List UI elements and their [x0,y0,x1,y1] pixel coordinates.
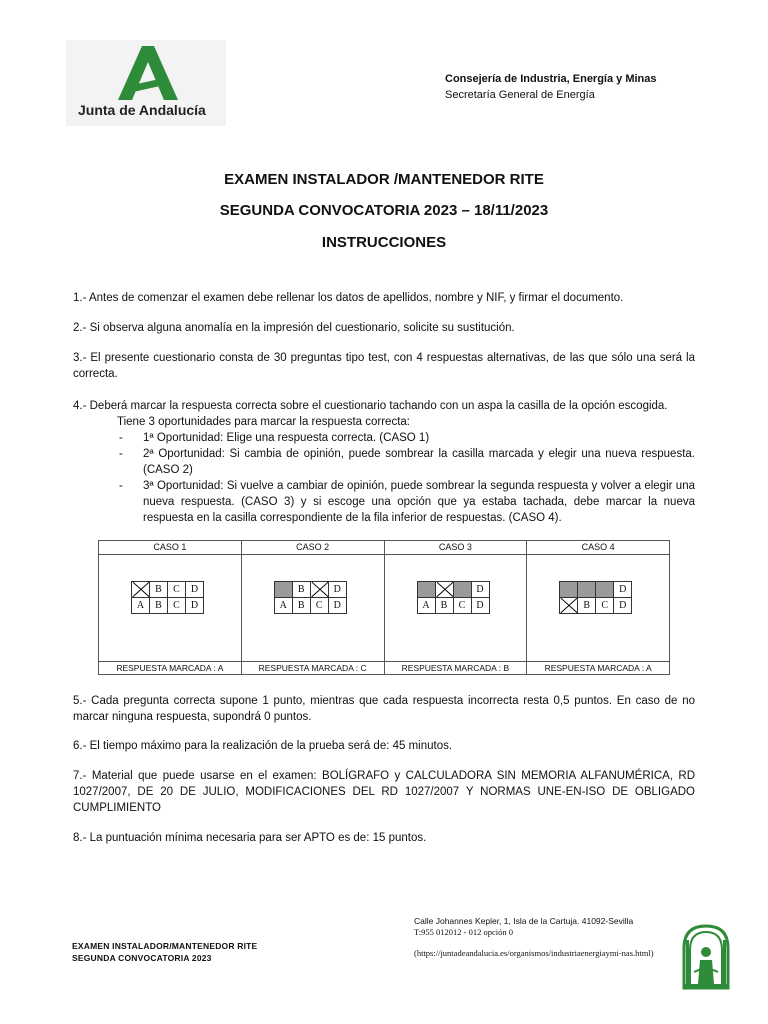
case-footer: RESPUESTA MARCADA : A [527,661,669,674]
instruction-5: 5.- Cada pregunta correcta supone 1 punto, mientras que cada respuesta incorrecta resta 0,5 puntos. En caso de no marcar ninguna respuesta, supondrá 0 puntos. [73,695,695,723]
answer-cell-c: C [167,581,186,598]
answer-cell-d: D [471,581,490,598]
answer-cell-c-crossed [310,581,329,598]
answer-cell-c: C [595,597,614,614]
andalucia-seal-icon [680,922,732,990]
instruction-4-bullet-2: - 2ª Oportunidad: Si cambia de opinión, puede sombrear la casilla marcada y elegir una nueva respuesta. (CASO 2) [119,448,695,476]
footer-phone: T:955 012012 - 012 opción 0 [414,927,513,937]
answer-grid [559,581,631,613]
answer-cell-a: A [131,597,150,614]
answer-cell-b: B [292,581,311,598]
footer-contact [414,916,664,959]
answer-cell-b-shaded [577,581,596,598]
footer-address: Calle Johannes Kepler, 1, Isla de la Cartuja. 41092-Sevilla [414,916,634,926]
answer-cell-b: B [435,597,454,614]
answer-grid [274,581,346,613]
answer-cell-c-shaded [453,581,472,598]
instruction-4-text: 4.- Deberá marcar la respuesta correcta sobre el cuestionario tachando con un aspa la casilla de la opción escogida. [73,400,668,412]
answer-cell-a-crossed [131,581,150,598]
answer-cell-a: A [274,597,293,614]
answer-cell-c: C [310,597,329,614]
exam-title: EXAMEN INSTALADOR /MANTENEDOR RITE [224,171,544,188]
answer-cell-c-shaded [595,581,614,598]
answer-cell-a-crossed [559,597,578,614]
answer-cell-b: B [577,597,596,614]
department-block [445,71,657,103]
answer-cell-d: D [185,581,204,598]
junta-logo [66,40,226,126]
instructions-heading: INSTRUCCIONES [321,234,447,251]
footer-url: (https://juntadeandalucia.es/organismos/industriaenergiaymi-nas.html) [414,948,654,958]
case-footer: RESPUESTA MARCADA : C [242,661,384,674]
instruction-1: 1.- Antes de comenzar el examen debe rellenar los datos de apellidos, nombre y NIF, y firmar el documento. [73,292,624,304]
instruction-4-bullet-3: - 3ª Oportunidad: Si vuelve a cambiar de opinión, puede sombrear la segunda respuesta y volver a elegir una nueva respuesta. (CASO 3) y si escoge una opción que ya estaba tachada, debe marcar la nueva respuesta en la casilla correspondiente de la fila inferior de respuestas. (CASO 4). [119,480,695,524]
answer-cell-b: B [149,597,168,614]
answer-cell-c: C [453,597,472,614]
instruction-8: 8.- La puntuación mínima necesaria para ser APTO es de: 15 puntos. [73,832,427,844]
case-title: CASO 4 [527,541,669,555]
footer-exam-info [72,940,257,964]
answer-cell-a: A [417,597,436,614]
case-2 [242,541,385,674]
case-1 [99,541,242,674]
instruction-4-bullet-1: - 1ª Oportunidad: Elige una respuesta correcta. (CASO 1) [119,432,430,444]
instruction-4-sub: Tiene 3 oportunidades para marcar la respuesta correcta: [117,416,410,428]
answer-cell-d: D [471,597,490,614]
case-4 [527,541,669,674]
answer-cell-d: D [328,597,347,614]
footer-line-2: SEGUNDA CONVOCATORIA 2023 [72,953,212,963]
exam-call-date: SEGUNDA CONVOCATORIA 2023 – 18/11/2023 [219,202,549,219]
answer-cell-d: D [613,581,632,598]
answer-cell-d: D [185,597,204,614]
junta-a-logo-icon [114,46,178,100]
instruction-2: 2.- Si observa alguna anomalía en la impresión del cuestionario, solicite su sustitución. [73,322,515,334]
subdepartment-name: Secretaría General de Energía [445,89,595,101]
answer-grid [417,581,489,613]
instruction-6: 6.- El tiempo máximo para la realización de la prueba será de: 45 minutos. [73,740,453,752]
case-title: CASO 3 [385,541,527,555]
case-footer: RESPUESTA MARCADA : A [99,661,241,674]
answer-cell-b-crossed [435,581,454,598]
case-footer: RESPUESTA MARCADA : B [385,661,527,674]
answer-cell-b: B [149,581,168,598]
answer-cell-a-shaded [559,581,578,598]
instruction-4 [73,398,695,526]
answer-grid [131,581,203,613]
footer-line-1: EXAMEN INSTALADOR/MANTENEDOR RITE [72,941,258,951]
logo-text: Junta de Andalucía [78,102,206,118]
instruction-3: 3.- El presente cuestionario consta de 30 preguntas tipo test, con 4 respuestas alternativas, de las que sólo una será la correcta. [73,352,695,380]
department-name: Consejería de Industria, Energía y Minas [445,73,657,85]
cases-figure [98,540,670,675]
answer-cell-a-shaded [417,581,436,598]
case-3 [385,541,528,674]
case-title: CASO 2 [242,541,384,555]
answer-cell-c: C [167,597,186,614]
instruction-7: 7.- Material que puede usarse en el examen: BOLÍGRAFO y CALCULADORA SIN MEMORIA ALFANUMÉRICA, RD 1027/2007, DE 20 DE JULIO, MODIFICACIONES DEL RD 1027/2007 Y NORMAS UNE-EN-ISO DE OBLIGADO CUMPLIMIENTO [73,770,695,814]
case-title: CASO 1 [99,541,241,555]
answer-cell-b: B [292,597,311,614]
answer-cell-d: D [328,581,347,598]
answer-cell-d: D [613,597,632,614]
answer-cell-a-shaded [274,581,293,598]
